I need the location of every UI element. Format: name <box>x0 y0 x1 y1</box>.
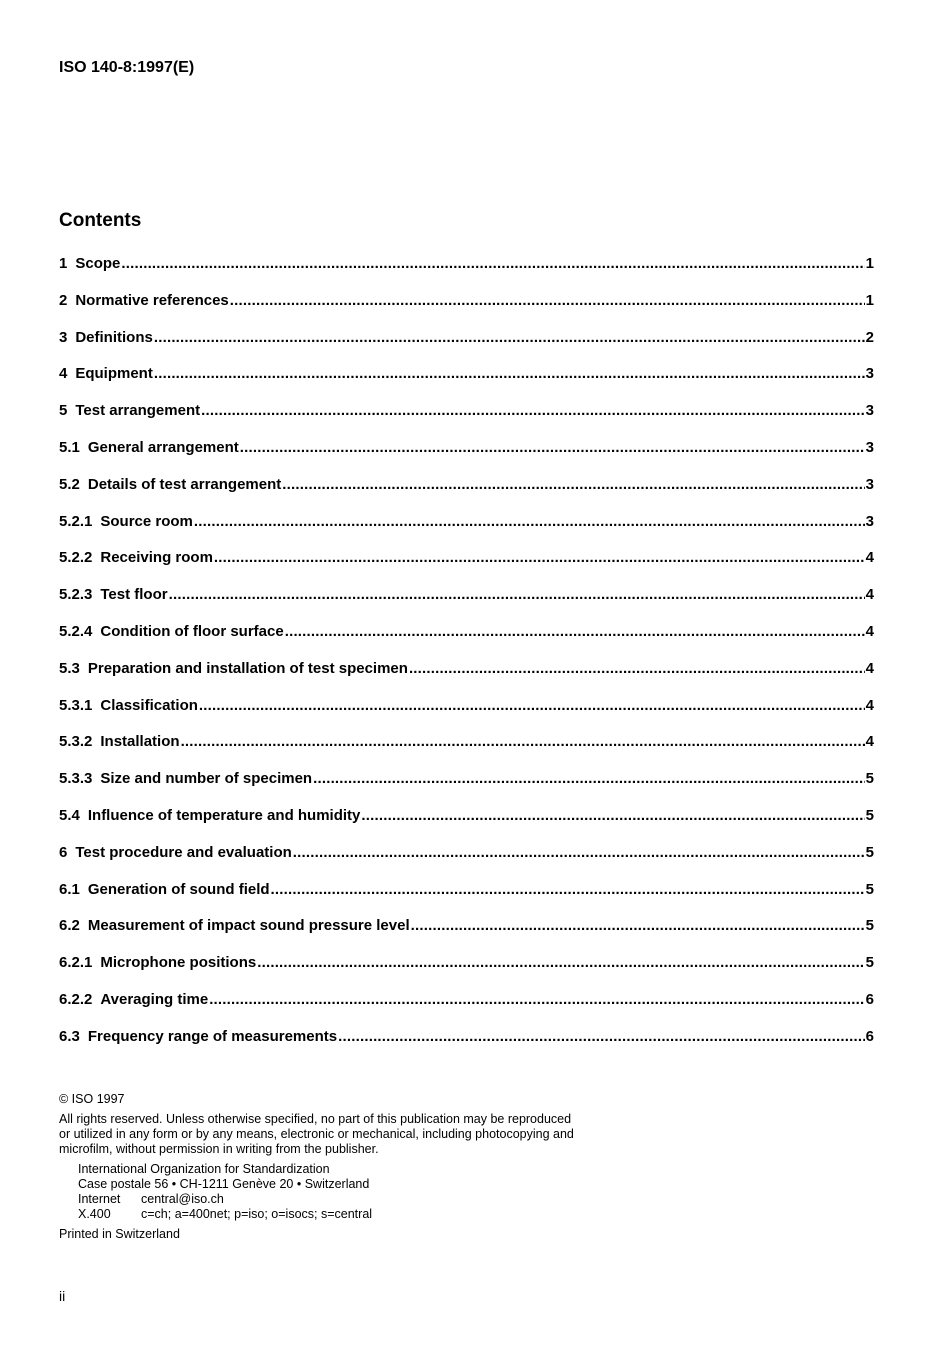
toc-entry[interactable] <box>59 476 874 513</box>
toc-entry-page: 4 <box>865 733 874 751</box>
toc-entry-number: 5.2.4 <box>59 622 93 640</box>
dot-leader <box>201 402 865 419</box>
dot-leader <box>361 807 864 824</box>
toc-entry[interactable] <box>59 549 874 586</box>
toc-entry-page: 4 <box>865 622 874 640</box>
toc-entry-page: 4 <box>865 586 874 604</box>
dot-leader <box>409 660 865 677</box>
toc-entry-page: 5 <box>865 806 874 824</box>
toc-entry-number: 2 <box>59 291 68 309</box>
toc-entry-page: 6 <box>865 990 874 1008</box>
toc-entry-title: Source room <box>100 512 193 530</box>
toc-entry[interactable] <box>59 586 874 623</box>
toc-entry[interactable] <box>59 660 874 697</box>
dot-leader <box>169 586 865 603</box>
toc-entry-page: 5 <box>865 880 874 898</box>
dot-leader <box>181 733 865 750</box>
toc-entry-page: 3 <box>865 438 874 456</box>
toc-entry-title: Frequency range of measurements <box>87 1027 338 1045</box>
toc-entry-title: General arrangement <box>87 438 239 456</box>
toc-entry-number: 5.3 <box>59 659 80 677</box>
toc-entry-number: 5.2.3 <box>59 586 93 604</box>
toc-entry[interactable] <box>59 770 874 807</box>
toc-entry-title: Influence of temperature and humidity <box>87 806 361 824</box>
toc-entry-page: 4 <box>865 696 874 714</box>
toc-entry[interactable] <box>59 365 874 402</box>
internet-address: central@iso.ch <box>141 1192 224 1206</box>
x400-label: X.400 <box>78 1207 111 1221</box>
dot-leader <box>230 292 865 309</box>
copyright-line: © ISO 1997 <box>59 1092 125 1106</box>
contents-heading: Contents <box>59 210 142 231</box>
toc-entry[interactable] <box>59 623 874 660</box>
dot-leader <box>154 365 865 382</box>
toc-entry-number: 5.3.1 <box>59 696 93 714</box>
toc-entry[interactable] <box>59 402 874 439</box>
copyright-notice <box>59 1092 574 1242</box>
toc-entry-number: 5.2.2 <box>59 549 93 567</box>
toc-entry[interactable] <box>59 292 874 329</box>
dot-leader <box>338 1028 865 1045</box>
toc-entry-number: 6.2 <box>59 917 80 935</box>
toc-entry-title: Details of test arrangement <box>87 475 282 493</box>
toc-entry-page: 3 <box>865 475 874 493</box>
toc-entry[interactable] <box>59 807 874 844</box>
toc-entry-number: 5.2.1 <box>59 512 93 530</box>
toc-entry-page: 4 <box>865 549 874 567</box>
toc-entry-page: 5 <box>865 954 874 972</box>
toc-entry-page: 5 <box>865 770 874 788</box>
dot-leader <box>240 439 865 456</box>
toc-entry-number: 5.1 <box>59 438 80 456</box>
toc-entry-title: Size and number of specimen <box>100 770 313 788</box>
toc-entry-title: Equipment <box>75 365 153 383</box>
toc-entry-title: Microphone positions <box>100 954 257 972</box>
dot-leader <box>199 697 865 714</box>
toc-entry-page: 1 <box>865 255 874 272</box>
toc-entry[interactable] <box>59 255 874 292</box>
toc-entry[interactable] <box>59 329 874 366</box>
toc-entry[interactable] <box>59 991 874 1028</box>
toc-entry-page: 3 <box>865 402 874 420</box>
toc-entry-title: Definitions <box>75 328 153 346</box>
toc-entry-page: 3 <box>865 365 874 383</box>
toc-entry-title: Classification <box>100 696 198 714</box>
toc-entry-number: 4 <box>59 365 68 383</box>
dot-leader <box>121 255 864 272</box>
toc-entry-page: 4 <box>865 659 874 677</box>
printed-in: Printed in Switzerland <box>59 1227 180 1241</box>
toc-entry-title: Preparation and installation of test specimen <box>87 659 408 677</box>
toc-entry-title: Receiving room <box>100 549 213 567</box>
toc-entry-page: 5 <box>865 843 874 861</box>
toc-entry-number: 5.4 <box>59 806 80 824</box>
toc-entry-number: 5.2 <box>59 475 80 493</box>
toc-entry-number: 5.3.2 <box>59 733 93 751</box>
toc-entry-title: Measurement of impact sound pressure level <box>87 917 410 935</box>
x400-address: c=ch; a=400net; p=iso; o=isocs; s=central <box>141 1207 373 1221</box>
toc-entry-number: 6.2.2 <box>59 990 93 1008</box>
toc-entry[interactable] <box>59 439 874 476</box>
dot-leader <box>271 881 865 898</box>
org-name: International Organization for Standardization <box>78 1162 330 1176</box>
toc-entry-number: 5 <box>59 402 68 420</box>
internet-label: Internet <box>78 1192 121 1206</box>
dot-leader <box>214 549 865 566</box>
toc-entry[interactable] <box>59 844 874 881</box>
dot-leader <box>154 329 865 346</box>
dot-leader <box>285 623 865 640</box>
dot-leader <box>282 476 864 493</box>
dot-leader <box>313 770 865 787</box>
toc-entry[interactable] <box>59 954 874 991</box>
toc-entry-title: Scope <box>75 255 121 272</box>
toc-entry-number: 6 <box>59 843 68 861</box>
dot-leader <box>209 991 864 1008</box>
toc-entry-number: 3 <box>59 328 68 346</box>
toc-entry[interactable] <box>59 513 874 550</box>
toc-entry[interactable] <box>59 697 874 734</box>
toc-entry[interactable] <box>59 733 874 770</box>
toc-entry-page: 2 <box>865 328 874 346</box>
toc-entry-number: 5.3.3 <box>59 770 93 788</box>
toc-entry-page: 6 <box>865 1027 874 1045</box>
toc-entry[interactable] <box>59 881 874 918</box>
dot-leader <box>293 844 865 861</box>
rights-line: or utilized in any form or by any means, electronic or mechanical, including photocopying and <box>59 1127 574 1141</box>
table-of-contents <box>59 255 874 1065</box>
toc-entry-number: 1 <box>59 255 68 272</box>
dot-leader <box>257 954 864 971</box>
toc-entry-page: 3 <box>865 512 874 530</box>
toc-entry-page: 5 <box>865 917 874 935</box>
toc-entry[interactable] <box>59 917 874 954</box>
toc-entry-page: 1 <box>865 291 874 309</box>
dot-leader <box>194 513 865 530</box>
toc-entry-title: Generation of sound field <box>87 880 270 898</box>
toc-entry-number: 6.2.1 <box>59 954 93 972</box>
toc-entry-number: 6.3 <box>59 1027 80 1045</box>
toc-entry-title: Test floor <box>100 586 168 604</box>
toc-entry-title: Test procedure and evaluation <box>75 843 292 861</box>
toc-entry-number: 6.1 <box>59 880 80 898</box>
dot-leader <box>411 917 865 934</box>
rights-line: microfilm, without permission in writing from the publisher. <box>59 1142 379 1156</box>
toc-entry-title: Normative references <box>75 291 229 309</box>
toc-entry-title: Test arrangement <box>75 402 201 420</box>
toc-entry-title: Condition of floor surface <box>100 622 284 640</box>
page-number: ii <box>59 1288 66 1304</box>
toc-entry-title: Installation <box>100 733 180 751</box>
toc-entry[interactable] <box>59 1028 874 1065</box>
document-id-header: ISO 140-8:1997(E) <box>59 59 195 76</box>
rights-line: All rights reserved. Unless otherwise specified, no part of this publication may be reproduced <box>59 1112 572 1126</box>
org-address: Case postale 56 • CH-1211 Genève 20 • Switzerland <box>78 1177 370 1191</box>
toc-entry-title: Averaging time <box>100 990 209 1008</box>
